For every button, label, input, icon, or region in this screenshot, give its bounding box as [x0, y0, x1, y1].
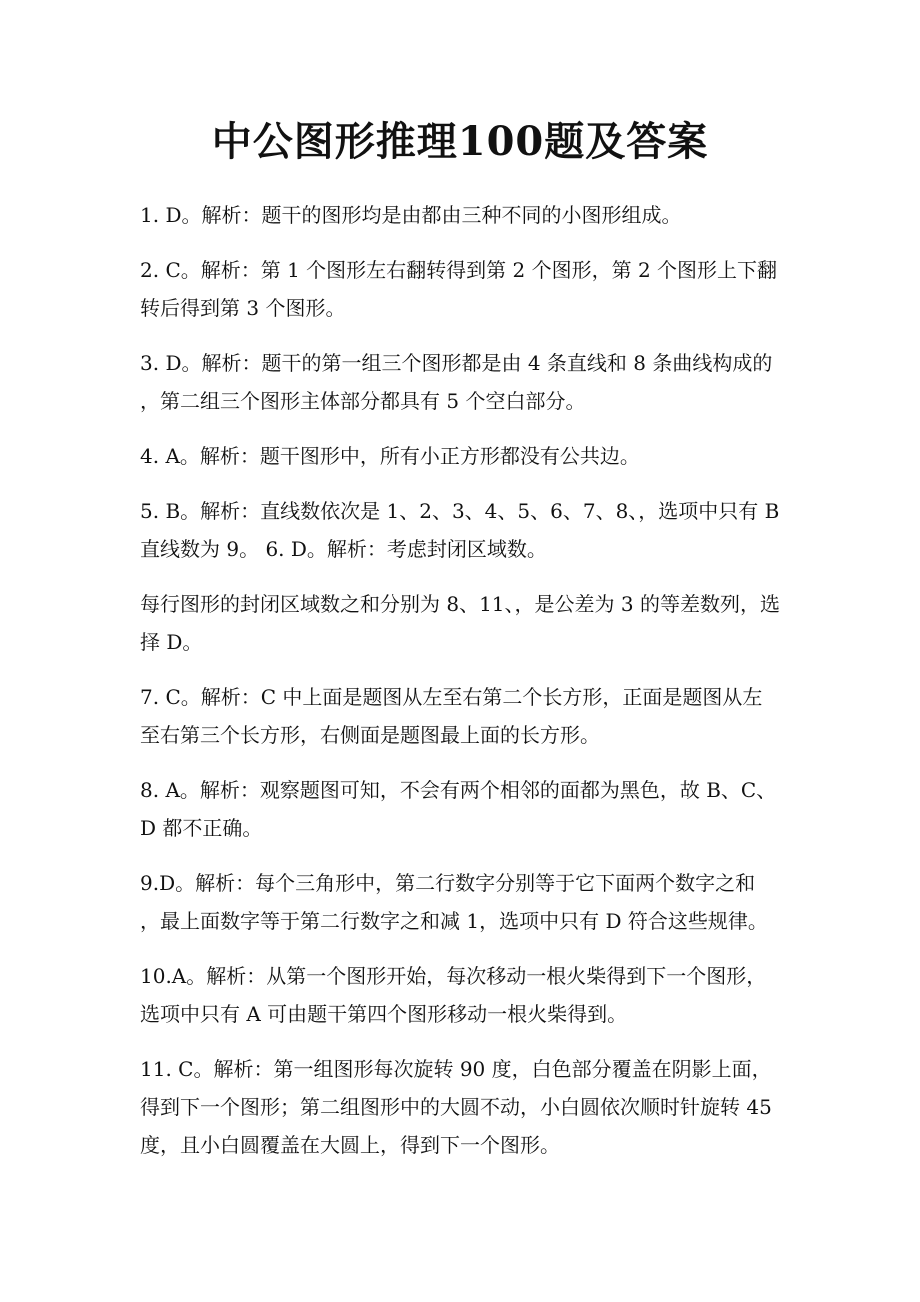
- paragraph-line: 直线数为 9。 6. D。解析：考虑封闭区域数。: [140, 537, 547, 561]
- paragraph-line: 转后得到第 3 个图形。: [140, 296, 346, 320]
- answer-paragraph-11: [140, 1050, 810, 1164]
- paragraph-line: 11. C。解析：第一组图形每次旋转 90 度，白色部分覆盖在阴影上面，: [140, 1057, 772, 1081]
- paragraph-line: 9.D。解析：每个三角形中，第二行数字分别等于它下面两个数字之和: [140, 871, 756, 895]
- answer-paragraph-4: [140, 437, 810, 475]
- paragraph-line: 4. A。解析：题干图形中，所有小正方形都没有公共边。: [140, 444, 640, 468]
- paragraph-line: 3. D。解析：题干的第一组三个图形都是由 4 条直线和 8 条曲线构成的: [140, 351, 773, 375]
- paragraph-line: ，最上面数字等于第二行数字之和减 1，选项中只有 D 符合这些规律。: [140, 909, 768, 933]
- paragraph-line: 选项中只有 A 可由题干第四个图形移动一根火柴得到。: [140, 1002, 628, 1026]
- answer-paragraph-10: [140, 957, 810, 1033]
- document-title: 中公图形推理100题及答案: [211, 118, 709, 165]
- answer-paragraph-1: [140, 196, 810, 234]
- answer-paragraph-2: [140, 251, 810, 327]
- answer-paragraph-3: [140, 344, 810, 420]
- answer-paragraph-6: [140, 585, 810, 661]
- paragraph-line: 7. C。解析：C 中上面是题图从左至右第二个长方形，正面是题图从左: [140, 685, 763, 709]
- document-body: [140, 196, 810, 1181]
- paragraph-line: 至右第三个长方形，右侧面是题图最上面的长方形。: [140, 723, 600, 747]
- answer-paragraph-7: [140, 678, 810, 754]
- paragraph-line: 择 D。: [140, 630, 203, 654]
- answer-paragraph-5: [140, 492, 810, 568]
- paragraph-line: 8. A。解析：观察题图可知，不会有两个相邻的面都为黑色，故 B、C、: [140, 778, 777, 802]
- paragraph-line: 2. C。解析：第 1 个图形左右翻转得到第 2 个图形，第 2 个图形上下翻: [140, 258, 778, 282]
- paragraph-line: D 都不正确。: [140, 816, 263, 840]
- paragraph-line: ，第二组三个图形主体部分都具有 5 个空白部分。: [140, 389, 586, 413]
- answer-paragraph-9: [140, 864, 810, 940]
- paragraph-line: 1. D。解析：题干的图形均是由都由三种不同的小图形组成。: [140, 203, 682, 227]
- paragraph-line: 5. B。解析：直线数依次是 1、2、3、4、5、6、7、8、，选项中只有 B: [140, 499, 780, 523]
- answer-paragraph-8: [140, 771, 810, 847]
- paragraph-line: 每行图形的封闭区域数之和分别为 8、11、，是公差为 3 的等差数列，选: [140, 592, 780, 616]
- paragraph-line: 度，且小白圆覆盖在大圆上，得到下一个图形。: [140, 1133, 560, 1157]
- paragraph-line: 10.A。解析：从第一个图形开始，每次移动一根火柴得到下一个图形，: [140, 964, 767, 988]
- paragraph-line: 得到下一个图形；第二组图形中的大圆不动，小白圆依次顺时针旋转 45: [140, 1095, 772, 1119]
